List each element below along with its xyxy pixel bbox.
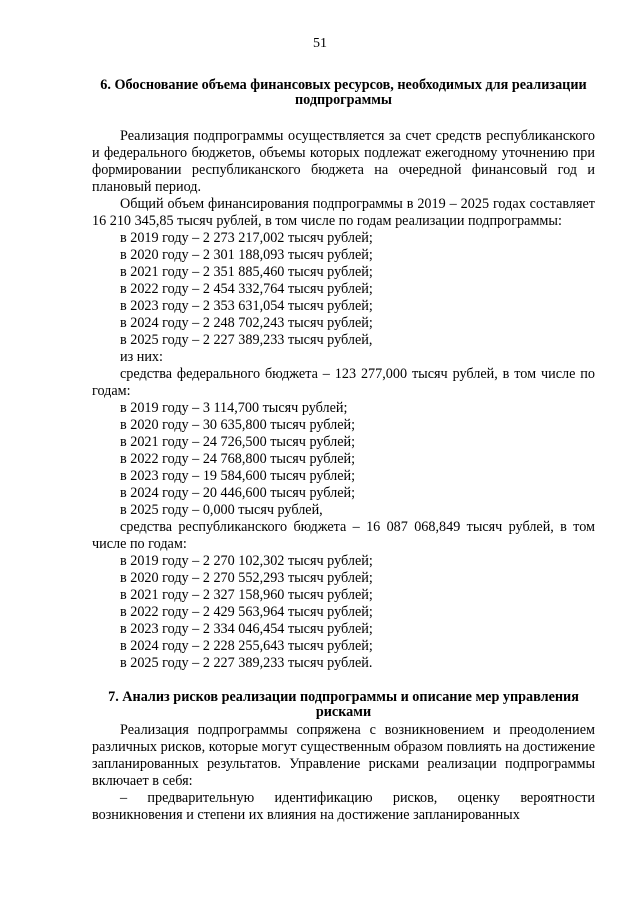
republic-by-year-list [92,553,595,672]
list-item: в 2024 году – 20 446,600 тысяч рублей; [120,485,356,501]
federal-budget-intro: средства федерального бюджета – 123 277,000 тысяч рублей, в том числе по годам: [92,366,595,399]
section-6-paragraph-2: Общий объем финансирования подпрограммы в 2019 – 2025 годах составляет 16 210 345,85 тысяч рублей, в том числе по годам реализации подпрограммы: [92,196,595,229]
section-7-paragraph-1: Реализация подпрограммы сопряжена с возникновением и преодолением различных рисков, которые могут существенным образом повлиять на достижение запланированных результатов. Управление рисками реализации подпрограммы включает в себя: [92,722,595,789]
section-6-heading: 6. Обоснование объема финансовых ресурсов, необходимых для реализации подпрограммы [100,77,587,108]
federal-by-year-list [92,400,595,519]
list-item: в 2022 году – 24 768,800 тысяч рублей; [120,451,356,467]
list-item: в 2020 году – 2 301 188,093 тысяч рублей; [120,247,373,263]
list-item: в 2021 году – 2 327 158,960 тысяч рублей; [120,587,373,603]
section-7-heading: 7. Анализ рисков реализации подпрограммы и описание мер управления рисками [108,689,579,720]
list-item: в 2023 году – 2 353 631,054 тысяч рублей; [120,298,373,314]
list-item: в 2020 году – 30 635,800 тысяч рублей; [120,417,356,433]
total-by-year-list [92,230,595,349]
list-item: в 2021 году – 24 726,500 тысяч рублей; [120,434,356,450]
list-item: в 2022 году – 2 429 563,964 тысяч рублей; [120,604,373,620]
list-item: в 2019 году – 2 270 102,302 тысяч рублей; [120,553,373,569]
list-item: в 2024 году – 2 248 702,243 тысяч рублей; [120,315,373,331]
list-item: в 2025 году – 2 227 389,233 тысяч рублей, [120,332,373,348]
document-body [92,78,595,824]
section-6-paragraph-1: Реализация подпрограммы осуществляется за счет средств республиканского и федерального бюджетов, объемы которых подлежат ежегодному уточнению при формировании республиканского бюджета на очередной финансовый год и плановый период. [92,128,595,195]
section-7-paragraph-2: – предварительную идентификацию рисков, оценку вероятности возникновения и степени их влияния на достижение запланированных [92,790,595,823]
list-item: в 2025 году – 2 227 389,233 тысяч рублей. [120,655,373,671]
of-which-label: из них: [120,349,163,365]
list-item: в 2024 году – 2 228 255,643 тысяч рублей; [120,638,373,654]
list-item: в 2019 году – 2 273 217,002 тысяч рублей; [120,230,373,246]
list-item: в 2023 году – 19 584,600 тысяч рублей; [120,468,356,484]
republic-budget-intro: средства республиканского бюджета – 16 087 068,849 тысяч рублей, в том числе по годам: [92,519,595,552]
list-item: в 2021 году – 2 351 885,460 тысяч рублей; [120,264,373,280]
list-item: в 2022 году – 2 454 332,764 тысяч рублей; [120,281,373,297]
list-item: в 2019 году – 3 114,700 тысяч рублей; [120,400,348,416]
list-item: в 2025 году – 0,000 тысяч рублей, [120,502,323,518]
list-item: в 2020 году – 2 270 552,293 тысяч рублей; [120,570,373,586]
page-number: 51 [313,36,327,51]
list-item: в 2023 году – 2 334 046,454 тысяч рублей; [120,621,373,637]
